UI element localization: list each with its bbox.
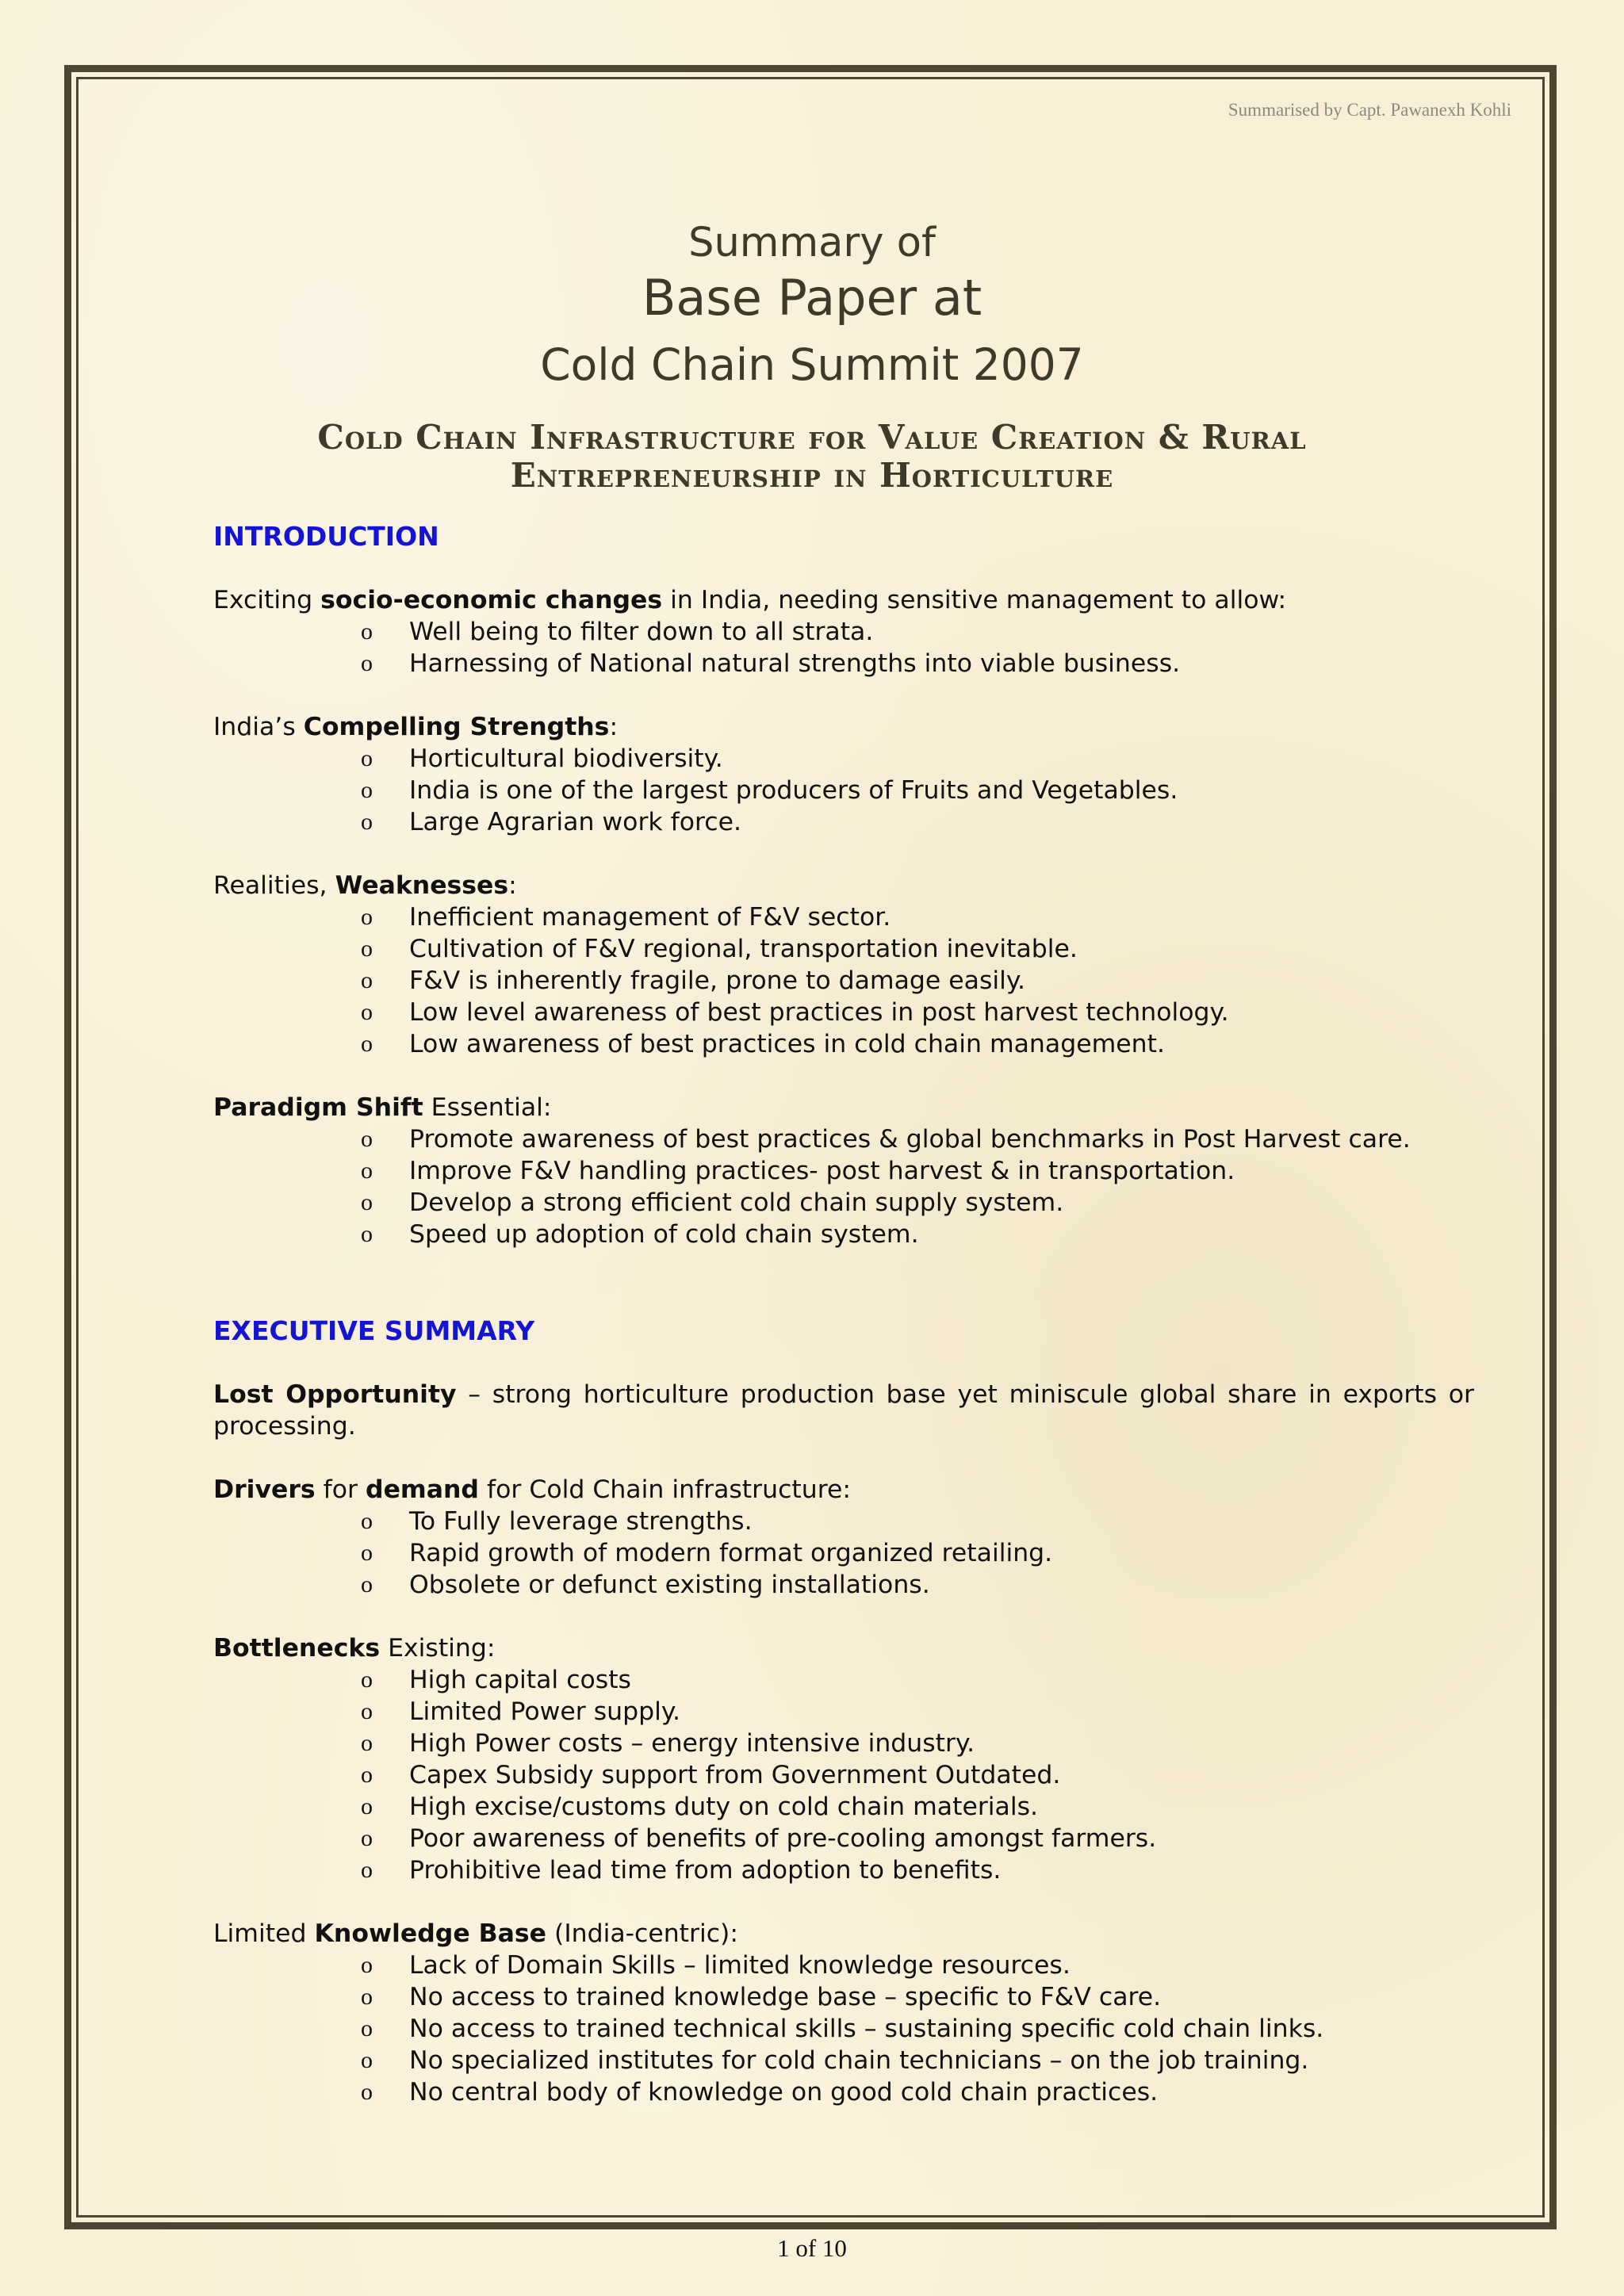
list-item xyxy=(213,1028,1474,1060)
text: for Cold Chain infrastructure: xyxy=(478,1475,851,1504)
bullet-list xyxy=(213,1950,1474,2108)
text: India’s xyxy=(213,713,304,741)
list-item xyxy=(213,1155,1474,1187)
list-item xyxy=(213,965,1474,997)
intro-paragraph-4 xyxy=(213,1092,1474,1123)
bold-text: demand xyxy=(366,1475,479,1504)
bullet-icon: o xyxy=(361,745,373,771)
bullet-list xyxy=(213,743,1474,838)
text: Existing: xyxy=(380,1634,496,1663)
bold-text: Knowledge Base xyxy=(314,1919,547,1948)
document-body xyxy=(213,519,1474,2140)
list-item xyxy=(213,1187,1474,1219)
bold-text: Drivers xyxy=(213,1475,316,1504)
list-item xyxy=(213,616,1474,648)
list-item-text: Low awareness of best practices in cold chain management. xyxy=(409,1030,1165,1058)
text: Essential: xyxy=(423,1093,552,1122)
subtitle-line-1: Cold Chain Infrastructure for Value Creation & Rural xyxy=(317,418,1307,457)
list-item-text: Improve F&V handling practices- post harvest & in transportation. xyxy=(409,1157,1235,1185)
subtitle-line-2: Entrepreneurship in Horticulture xyxy=(510,456,1114,495)
list-item-text: Harnessing of National natural strengths into viable business. xyxy=(409,649,1181,678)
knowledge-base-paragraph xyxy=(213,1918,1474,1950)
list-item xyxy=(213,1506,1474,1537)
list-item xyxy=(213,1537,1474,1569)
list-item xyxy=(213,775,1474,806)
bullet-icon: o xyxy=(361,1221,373,1247)
bullet-icon: o xyxy=(361,1031,373,1057)
text: – strong horticulture production base yet miniscule global share in exports or processing. xyxy=(213,1380,1474,1441)
list-item xyxy=(213,1219,1474,1250)
bullet-icon: o xyxy=(361,1158,373,1184)
subtitle xyxy=(0,419,1624,495)
bullet-icon: o xyxy=(361,1730,373,1756)
bullet-list xyxy=(213,1506,1474,1601)
intro-paragraph-2 xyxy=(213,711,1474,743)
bullet-list xyxy=(213,616,1474,679)
bullet-icon: o xyxy=(361,1508,373,1534)
lost-opportunity-paragraph xyxy=(213,1379,1474,1442)
list-item xyxy=(213,1759,1474,1791)
text: Realities, xyxy=(213,871,335,900)
bullet-icon: o xyxy=(361,1540,373,1566)
bold-text: Weaknesses xyxy=(335,871,509,900)
bullet-icon: o xyxy=(361,936,373,962)
list-item-text: No specialized institutes for cold chain technicians – on the job training. xyxy=(409,2046,1309,2075)
drivers-paragraph xyxy=(213,1474,1474,1506)
bullet-list xyxy=(213,1123,1474,1250)
list-item-text: Inefficient management of F&V sector. xyxy=(409,903,891,932)
bullet-icon: o xyxy=(361,1825,373,1851)
bullet-icon: o xyxy=(361,1667,373,1693)
list-item-text: Obsolete or defunct existing installations. xyxy=(409,1571,930,1599)
list-item-text: Cultivation of F&V regional, transportation inevitable. xyxy=(409,935,1078,963)
title-block xyxy=(0,219,1624,495)
list-item xyxy=(213,2076,1474,2108)
list-item xyxy=(213,2013,1474,2045)
list-item-text: Low level awareness of best practices in post harvest technology. xyxy=(409,998,1229,1027)
title-line-3: Cold Chain Summit 2007 xyxy=(540,339,1084,390)
intro-paragraph-1 xyxy=(213,584,1474,616)
bullet-icon: o xyxy=(361,650,373,676)
list-item-text: Develop a strong efficient cold chain supply system. xyxy=(409,1188,1064,1217)
text: (India-centric): xyxy=(546,1919,738,1948)
text: for xyxy=(315,1475,366,1504)
title-line-1: Summary of xyxy=(688,220,936,266)
list-item xyxy=(213,806,1474,838)
list-item xyxy=(213,1981,1474,2013)
text: in India, needing sensitive management to allow: xyxy=(662,586,1287,614)
list-item-text: India is one of the largest producers of Fruits and Vegetables. xyxy=(409,776,1178,805)
text: Exciting xyxy=(213,586,321,614)
bullet-icon: o xyxy=(361,1762,373,1788)
executive-summary-heading: EXECUTIVE SUMMARY xyxy=(213,1315,535,1346)
bullet-icon: o xyxy=(361,967,373,993)
list-item xyxy=(213,2045,1474,2076)
list-item-text: High Power costs – energy intensive industry. xyxy=(409,1729,975,1758)
list-item xyxy=(213,1791,1474,1823)
bullet-list xyxy=(213,1664,1474,1886)
list-item-text: Poor awareness of benefits of pre-cooling amongst farmers. xyxy=(409,1824,1157,1853)
bullet-icon: o xyxy=(361,1571,373,1598)
list-item-text: Horticultural biodiversity. xyxy=(409,744,723,773)
list-item xyxy=(213,1823,1474,1854)
bullet-icon: o xyxy=(361,1952,373,1978)
list-item-text: No access to trained knowledge base – specific to F&V care. xyxy=(409,1983,1162,2011)
list-item xyxy=(213,1123,1474,1155)
bullet-list xyxy=(213,901,1474,1060)
introduction-heading: INTRODUCTION xyxy=(213,521,439,552)
bullet-icon: o xyxy=(361,618,373,645)
bullet-icon: o xyxy=(361,2015,373,2042)
bold-text: Paradigm Shift xyxy=(213,1093,423,1122)
bullet-icon: o xyxy=(361,1189,373,1215)
list-item-text: Limited Power supply. xyxy=(409,1697,681,1726)
list-item xyxy=(213,1854,1474,1886)
list-item-text: To Fully leverage strengths. xyxy=(409,1507,753,1536)
bold-text: Bottlenecks xyxy=(213,1634,381,1663)
list-item xyxy=(213,1569,1474,1601)
bullet-icon: o xyxy=(361,809,373,835)
list-item-text: Capex Subsidy support from Government Outdated. xyxy=(409,1761,1061,1789)
bullet-icon: o xyxy=(361,1698,373,1724)
intro-paragraph-3 xyxy=(213,870,1474,901)
bullet-icon: o xyxy=(361,999,373,1025)
text: Limited xyxy=(213,1919,315,1948)
list-item xyxy=(213,997,1474,1028)
page-number: 1 of 10 xyxy=(777,2234,847,2262)
list-item-text: High excise/customs duty on cold chain materials. xyxy=(409,1793,1039,1821)
bold-text: socio-economic changes xyxy=(320,586,663,614)
bottlenecks-paragraph xyxy=(213,1632,1474,1664)
list-item-text: Lack of Domain Skills – limited knowledge resources. xyxy=(409,1951,1071,1980)
bullet-icon: o xyxy=(361,904,373,930)
list-item-text: F&V is inherently fragile, prone to damage easily. xyxy=(409,966,1026,995)
bullet-icon: o xyxy=(361,1857,373,1883)
list-item-text: Speed up adoption of cold chain system. xyxy=(409,1220,919,1249)
list-item xyxy=(213,1696,1474,1728)
list-item xyxy=(213,648,1474,679)
list-item-text: No access to trained technical skills – sustaining specific cold chain links. xyxy=(409,2015,1324,2043)
bullet-icon: o xyxy=(361,2047,373,2073)
bullet-icon: o xyxy=(361,1793,373,1820)
text: : xyxy=(508,871,517,900)
text: : xyxy=(609,713,619,741)
list-item-text: No central body of knowledge on good cold chain practices. xyxy=(409,2078,1159,2107)
bold-text: Lost Opportunity xyxy=(213,1380,457,1409)
list-item-text: High capital costs xyxy=(409,1666,631,1694)
list-item-text: Promote awareness of best practices & global benchmarks in Post Harvest care. xyxy=(409,1125,1411,1154)
list-item xyxy=(213,1728,1474,1759)
bold-text: Compelling Strengths xyxy=(303,713,610,741)
bullet-icon: o xyxy=(361,1126,373,1152)
list-item-text: Well being to filter down to all strata. xyxy=(409,618,874,646)
list-item-text: Prohibitive lead time from adoption to benefits. xyxy=(409,1856,1002,1885)
list-item-text: Large Agrarian work force. xyxy=(409,808,741,836)
bullet-icon: o xyxy=(361,1984,373,2010)
bullet-icon: o xyxy=(361,2079,373,2105)
list-item xyxy=(213,1950,1474,1981)
list-item-text: Rapid growth of modern format organized retailing. xyxy=(409,1539,1053,1567)
title-line-2: Base Paper at xyxy=(642,269,982,327)
bullet-icon: o xyxy=(361,777,373,803)
list-item xyxy=(213,933,1474,965)
list-item xyxy=(213,901,1474,933)
header-note: Summarised by Capt. Pawanexh Kohli xyxy=(1228,100,1511,120)
list-item xyxy=(213,743,1474,775)
list-item xyxy=(213,1664,1474,1696)
